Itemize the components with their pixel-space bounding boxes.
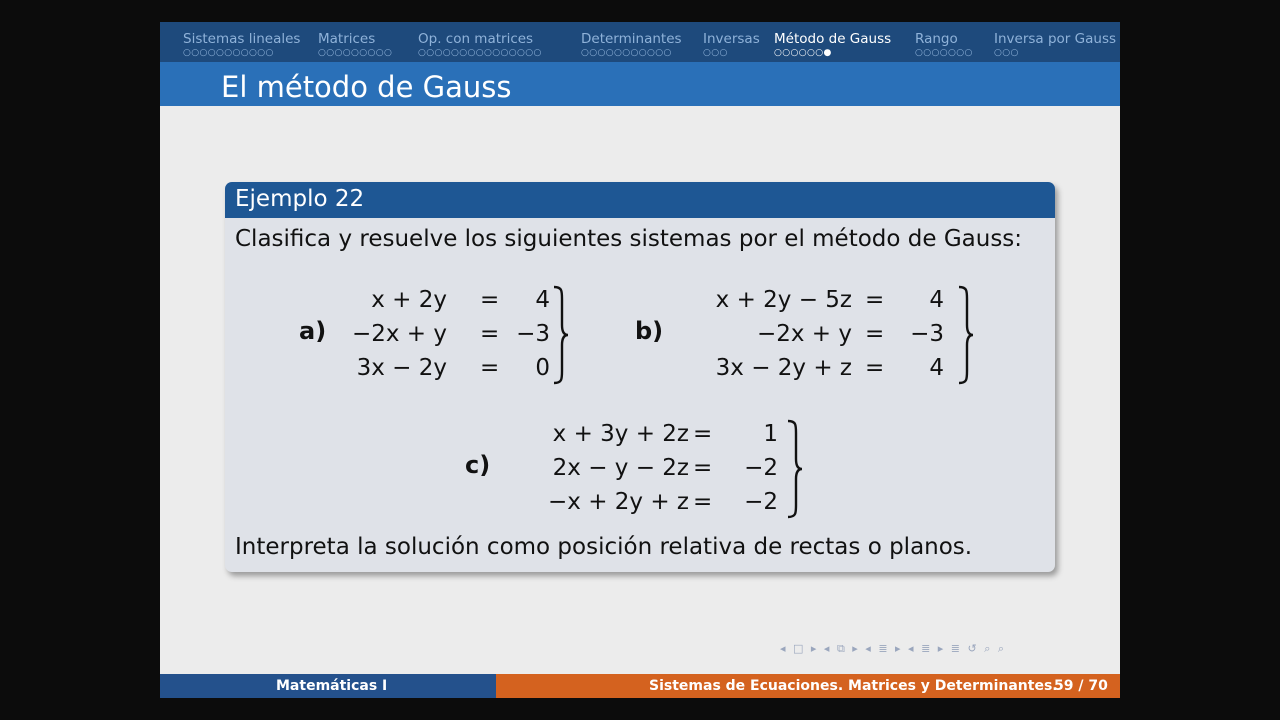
right-brace-icon (957, 285, 975, 385)
example-block-header (225, 182, 1055, 218)
example-block (225, 182, 1055, 572)
frame-title: El método de Gauss (221, 70, 512, 104)
nav-dots-determinantes[interactable]: ○○○○○○○○○○○ (581, 48, 672, 58)
equation-relation: = (480, 321, 500, 347)
nav-section-rango[interactable]: Rango (915, 31, 958, 47)
footer-title-bar (496, 674, 1120, 698)
equation-lhs: −x + 2y + z (548, 489, 689, 515)
nav-section-determinantes[interactable]: Determinantes (581, 31, 682, 47)
system-c (508, 417, 818, 519)
nav-dots-rango[interactable]: ○○○○○○○ (915, 48, 973, 58)
equation-rhs: −2 (744, 489, 778, 515)
nav-dots-inversa-gauss[interactable]: ○○○ (994, 48, 1019, 58)
equation-relation: = (865, 355, 885, 381)
equation-rhs: −3 (910, 321, 944, 347)
system-a (340, 283, 570, 385)
right-brace-icon (786, 419, 804, 519)
footer-author: Matemáticas I (276, 678, 388, 694)
equation-relation: = (693, 455, 713, 481)
example-outro: Interpreta la solución como posición relativa de rectas o planos. (235, 534, 973, 560)
equation-relation: = (480, 287, 500, 313)
equation-rhs: −2 (744, 455, 778, 481)
equation-rhs: 1 (763, 421, 778, 447)
nav-dots-sistemas-lineales[interactable]: ○○○○○○○○○○○ (183, 48, 274, 58)
system-a-label: a) (299, 317, 327, 345)
equation-rhs: 4 (929, 287, 944, 313)
nav-section-inversa-gauss[interactable]: Inversa por Gauss (994, 31, 1117, 47)
footer-title: Sistemas de Ecuaciones. Matrices y Determinantes. (649, 678, 1058, 694)
nav-section-matrices[interactable]: Matrices (318, 31, 376, 47)
right-brace-icon (552, 285, 570, 385)
example-intro: Clasifica y resuelve los siguientes sistemas por el método de Gauss: (235, 226, 1023, 252)
equation-lhs: x + 2y − 5z (715, 287, 852, 313)
nav-section-inversas[interactable]: Inversas (703, 31, 760, 47)
equation-lhs: 3x − 2y (356, 355, 447, 381)
system-b (680, 283, 980, 385)
nav-dots-inversas[interactable]: ○○○ (703, 48, 728, 58)
equation-rhs: 4 (929, 355, 944, 381)
equation-lhs: −2x + y (756, 321, 852, 347)
equation-relation: = (865, 287, 885, 313)
nav-dots-metodo-gauss[interactable]: ○○○○○○● (774, 48, 832, 58)
nav-section-sistemas-lineales[interactable]: Sistemas lineales (183, 31, 301, 47)
equation-rhs: 4 (535, 287, 550, 313)
frame-title-bar (160, 62, 1120, 106)
nav-dots-matrices[interactable]: ○○○○○○○○○ (318, 48, 393, 58)
system-c-label: c) (465, 451, 491, 479)
slide (160, 22, 1120, 698)
equation-rhs: 0 (535, 355, 550, 381)
equation-relation: = (480, 355, 500, 381)
equation-relation: = (693, 421, 713, 447)
nav-section-metodo-gauss[interactable]: Método de Gauss (774, 31, 892, 47)
equation-lhs: x + 2y (371, 287, 447, 313)
beamer-navigation-symbols[interactable]: ◂ □ ▸ ◂ ⧉ ▸ ◂ ≣ ▸ ◂ ≣ ▸ ≣ ↺ ⌕ ⌕ (780, 642, 1007, 655)
example-title: Ejemplo 22 (235, 186, 365, 212)
nav-section-op-matrices[interactable]: Op. con matrices (418, 31, 534, 47)
equation-lhs: x + 3y + 2z (552, 421, 689, 447)
equation-relation: = (865, 321, 885, 347)
nav-dots-op-matrices[interactable]: ○○○○○○○○○○○○○○○ (418, 48, 542, 58)
equation-relation: = (693, 489, 713, 515)
equation-rhs: −3 (516, 321, 550, 347)
system-b-label: b) (635, 317, 664, 345)
equation-lhs: 3x − 2y + z (715, 355, 852, 381)
equation-lhs: 2x − y − 2z (552, 455, 689, 481)
footer-page-number: 59 / 70 (1054, 678, 1108, 694)
section-navigation (160, 22, 1120, 62)
equation-lhs: −2x + y (351, 321, 447, 347)
footer-author-bar (160, 674, 496, 698)
